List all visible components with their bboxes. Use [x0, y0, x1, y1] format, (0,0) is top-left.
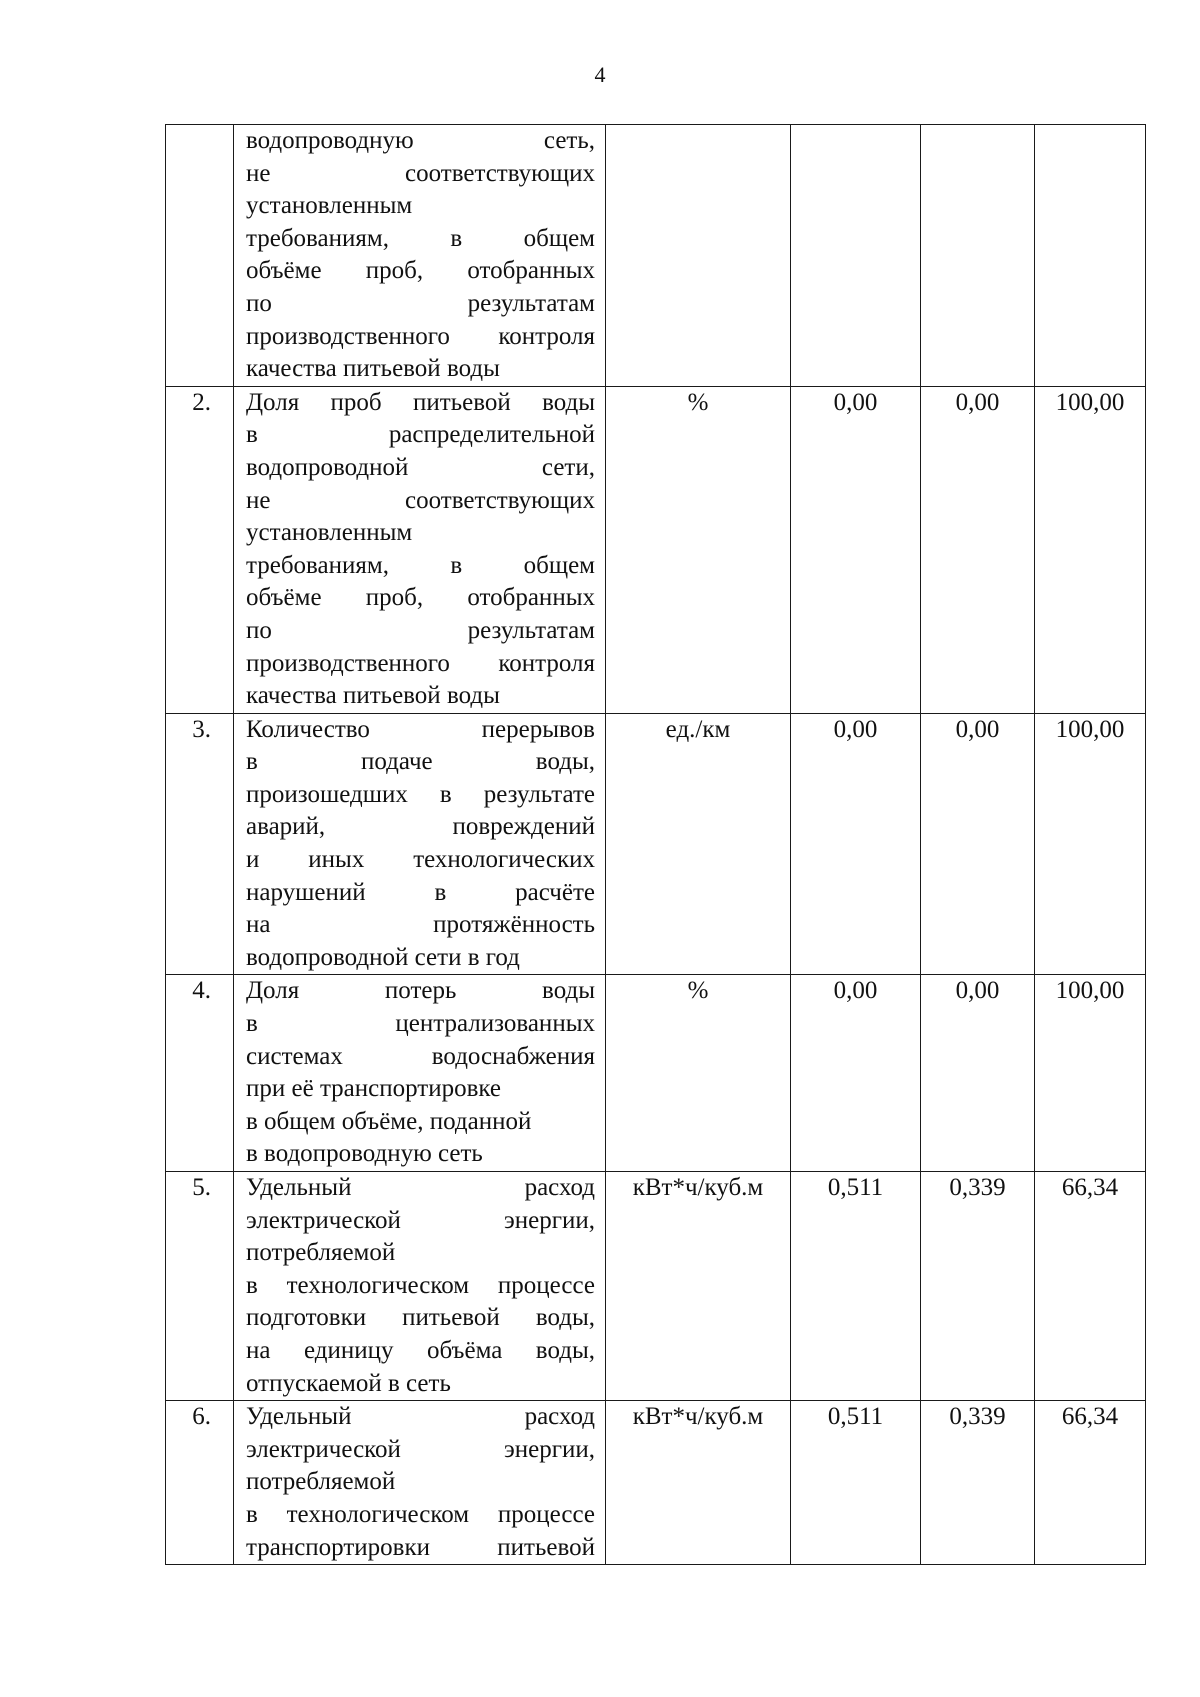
- description-line: Доля проб питьевой воды: [246, 388, 595, 416]
- page-number: 4: [594, 62, 606, 87]
- description-line: производственного контроля: [246, 322, 595, 350]
- description-line: в водопроводную сеть: [246, 1140, 483, 1168]
- row-number-cell: 2.: [166, 386, 234, 713]
- description-line: нарушений в расчёте: [246, 878, 595, 906]
- description-line: электрической энергии,: [246, 1435, 595, 1463]
- table-row: [166, 125, 1146, 387]
- description-line: водопроводной сети в год: [246, 943, 520, 971]
- description-line: аварий, повреждений: [246, 813, 595, 841]
- description-line: в распределительной: [246, 421, 595, 449]
- description-line: произошедших в результате: [246, 780, 595, 808]
- value-cell-1: [791, 125, 921, 387]
- value-cell-2: 0,339: [921, 1172, 1035, 1401]
- description-line: потребляемой: [246, 1239, 396, 1267]
- description-line: и иных технологических: [246, 846, 595, 874]
- value-cell-1: 0,00: [791, 713, 921, 975]
- description-line: качества питьевой воды: [246, 355, 500, 383]
- description-line: не соответствующих: [246, 486, 595, 514]
- unit-cell: кВт*ч/куб.м: [606, 1172, 791, 1401]
- description-line: в подаче воды,: [246, 748, 595, 776]
- description-line: транспортировки питьевой: [246, 1533, 595, 1561]
- description-line: подготовки питьевой воды,: [246, 1304, 595, 1332]
- description-line: на единицу объёма воды,: [246, 1336, 595, 1364]
- description-line: Удельный расход: [246, 1403, 595, 1431]
- value-cell-2: 0,339: [921, 1401, 1035, 1565]
- unit-cell: [606, 125, 791, 387]
- value-cell-3: 66,34: [1035, 1172, 1146, 1401]
- row-number-cell: 3.: [166, 713, 234, 975]
- indicator-description-cell: [234, 125, 606, 387]
- indicators-table: [165, 124, 1146, 1565]
- indicators-table-body: [166, 125, 1146, 1565]
- description-line: по результатам: [246, 289, 595, 317]
- indicator-description-cell: [234, 1172, 606, 1401]
- unit-cell: %: [606, 975, 791, 1172]
- unit-cell: %: [606, 386, 791, 713]
- description-line: не соответствующих: [246, 159, 595, 187]
- value-cell-1: 0,511: [791, 1172, 921, 1401]
- value-cell-1: 0,00: [791, 975, 921, 1172]
- description-line: потребляемой: [246, 1468, 396, 1496]
- row-number-cell: [166, 125, 234, 387]
- value-cell-1: 0,511: [791, 1401, 921, 1565]
- description-line: Удельный расход: [246, 1174, 595, 1201]
- description-line: в технологическом процессе: [246, 1271, 595, 1299]
- indicator-description-cell: [234, 975, 606, 1172]
- value-cell-1: 0,00: [791, 386, 921, 713]
- description-line: объёме проб, отобранных: [246, 257, 595, 285]
- description-line: в общем объёме, поданной: [246, 1107, 532, 1135]
- table-row: [166, 713, 1146, 975]
- row-number-cell: 4.: [166, 975, 234, 1172]
- description-line: системах водоснабжения: [246, 1042, 595, 1070]
- value-cell-2: 0,00: [921, 386, 1035, 713]
- table-row: [166, 1172, 1146, 1401]
- description-line: на протяжённость: [246, 911, 595, 939]
- unit-cell: ед./км: [606, 713, 791, 975]
- description-line: объёме проб, отобранных: [246, 584, 595, 612]
- description-line: установленным: [246, 519, 413, 547]
- description-line: в централизованных: [246, 1010, 595, 1038]
- description-line: по результатам: [246, 616, 595, 644]
- indicator-description-cell: [234, 1401, 606, 1565]
- value-cell-3: [1035, 125, 1146, 387]
- value-cell-3: 100,00: [1035, 713, 1146, 975]
- description-line: требованиям, в общем: [246, 224, 595, 252]
- description-line: качества питьевой воды: [246, 682, 500, 710]
- indicator-description-cell: [234, 713, 606, 975]
- description-line: требованиям, в общем: [246, 551, 595, 579]
- description-line: Количество перерывов: [246, 715, 595, 743]
- description-line: при её транспортировке: [246, 1075, 502, 1103]
- description-line: производственного контроля: [246, 649, 595, 677]
- table-row: [166, 1401, 1146, 1565]
- value-cell-2: 0,00: [921, 975, 1035, 1172]
- value-cell-2: [921, 125, 1035, 387]
- value-cell-3: 100,00: [1035, 975, 1146, 1172]
- value-cell-3: 66,34: [1035, 1401, 1146, 1565]
- table-row: [166, 975, 1146, 1172]
- description-line: отпускаемой в сеть: [246, 1369, 451, 1397]
- value-cell-2: 0,00: [921, 713, 1035, 975]
- row-number-cell: 5.: [166, 1172, 234, 1401]
- unit-cell: кВт*ч/куб.м: [606, 1401, 791, 1565]
- description-line: установленным: [246, 192, 413, 220]
- indicator-description-cell: [234, 386, 606, 713]
- row-number-cell: 6.: [166, 1401, 234, 1565]
- description-line: электрической энергии,: [246, 1206, 595, 1234]
- table-row: [166, 386, 1146, 713]
- value-cell-3: 100,00: [1035, 386, 1146, 713]
- description-line: водопроводную сеть,: [246, 127, 595, 154]
- description-line: водопроводной сети,: [246, 453, 595, 481]
- description-line: Доля потерь воды: [246, 977, 595, 1005]
- description-line: в технологическом процессе: [246, 1500, 595, 1528]
